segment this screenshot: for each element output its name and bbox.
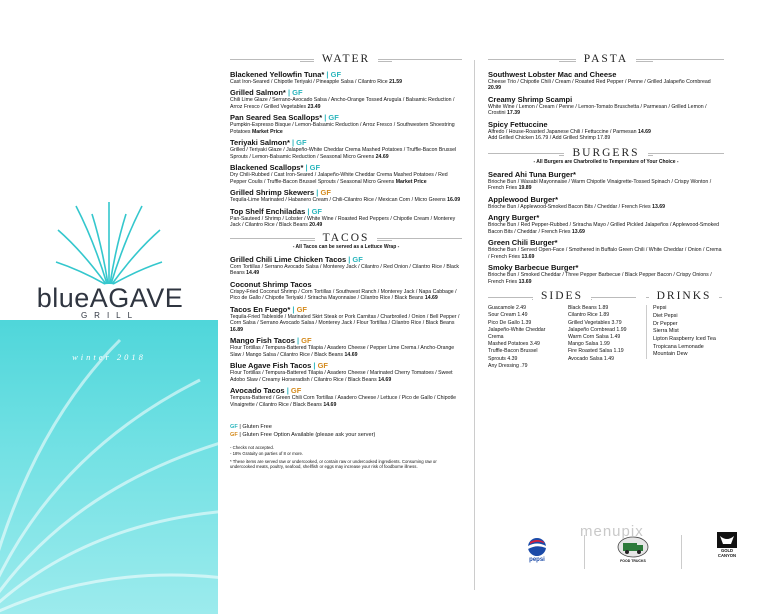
water-item-desc-text: Grilled / Teriyaki Glaze / Jalapeño-White Cheddar Crema Mashed Potatoes / Truffle-Bacon Brussel Sprouts / Lemon-Balsamic Reduction / Seasonal Micro Greens — [230, 147, 457, 160]
pasta-item-name — [488, 95, 724, 104]
pepsi-globe-icon — [527, 537, 547, 557]
drink-item: Tropicana Lemonade — [653, 343, 704, 350]
side-item: Avocado Salsa 1.49 — [567, 355, 614, 362]
burgers-item-price: 19.89 — [518, 185, 532, 192]
tacos-item-price: 14.69 — [344, 351, 358, 358]
pasta-item-price: 14.69 — [637, 128, 651, 135]
water-item-desc — [230, 79, 462, 86]
burgers-item-title: Green Chili Burger* — [488, 238, 558, 248]
tacos-item-tag: GF — [290, 386, 302, 396]
logo-divider-2 — [681, 535, 682, 569]
food-truck-logo — [615, 535, 651, 569]
drinks-section — [646, 290, 722, 370]
pasta-item-desc — [488, 79, 724, 92]
water-item — [230, 113, 462, 135]
water-item-tag: GF — [292, 88, 303, 98]
burgers-item-desc — [488, 179, 724, 192]
water-item-name — [230, 70, 462, 79]
tag-separator: | — [346, 254, 353, 264]
water-item-price: 23.49 — [307, 103, 321, 110]
tacos-item-desc-text: Flour Tortillas / Tempura-Battered Tilapia / Asadero Cheese / Pepper Lime Crema / Ancho-Orange Slaw / Mango Salsa / Cilantro Rice / Black Beans — [230, 345, 455, 358]
water-item-title: Blackened Scallops* — [230, 163, 304, 173]
burgers-note: - All Burgers are Charbroiled to Temperature of Your Choice - — [533, 158, 679, 165]
pasta-heading: PASTA — [488, 56, 724, 63]
fine-print-gratuity: - 18% Gratuity on parties of 8 or more. — [230, 450, 304, 456]
tacos-list — [230, 255, 462, 409]
pasta-item — [488, 95, 724, 117]
water-item-tag: GF — [309, 163, 321, 173]
burgers-item-name — [488, 195, 724, 204]
tacos-item-name — [230, 305, 462, 314]
tacos-item-desc-text: Crispy-Fried Coconut Shrimp / Corn Tortillas / Southwest Ranch / Monterey Jack / Napa Cabbage / Pico de Gallo / Chipotle Teriyaki / Sriracha Mayonnaise / Cilantro Rice / Black Beans — [230, 288, 457, 302]
water-item-desc — [230, 197, 462, 204]
water-item-title: Grilled Shrimp Skewers — [230, 188, 315, 198]
tacos-item-price: 14.69 — [323, 401, 337, 408]
water-item-desc-text: Dry Chili-Rubbed / Cast Iron-Seared / Jalapeño-White Cheddar Crema Mashed Potatoes / Red Pepper Coulis / Truffle-Bacon Brussel Sprouts / Seasonal Micro Greens — [230, 172, 448, 185]
sides-grid — [488, 305, 636, 370]
water-item-tag: GF — [311, 206, 322, 216]
water-item-price: 24.69 — [375, 153, 389, 160]
burgers-item-price: 13.69 — [518, 278, 532, 285]
sides-drinks — [488, 290, 724, 370]
burgers-item — [488, 213, 724, 235]
burgers-item-desc-text: Brioche Bun / Smoked Cheddar / Three Pepper Barbecue / Black Pepper Bacon / Crispy Onions / French Fries — [488, 272, 712, 285]
tacos-item-desc-text: Corn Tortillas / Serrano Avocado Salsa / Monterey Jack / Cilantro / Red Onion / Cilantro Rice / Black Beans — [230, 263, 460, 277]
tacos-item-title: Tacos En Fuego* — [230, 304, 291, 314]
side-item: Pico De Gallo 1.39 — [488, 319, 532, 326]
pasta-item-title: Creamy Shrimp Scampi — [488, 94, 573, 104]
season-label: winter 2018 — [72, 352, 146, 362]
water-item — [230, 188, 462, 204]
water-item-title: Pan Seared Sea Scallops* — [230, 113, 323, 123]
tag-separator: | — [314, 188, 321, 198]
tacos-item-desc — [230, 345, 462, 358]
pasta-list — [488, 70, 724, 142]
pasta-item-name — [488, 70, 724, 79]
tacos-item-name — [230, 386, 462, 395]
tacos-item-title: Coconut Shrimp Tacos — [230, 279, 312, 289]
teal-band — [0, 320, 218, 614]
water-list — [230, 70, 462, 229]
side-item: Jalapeño-White Cheddar Crema — [488, 326, 546, 340]
brand-sub: GRILL — [80, 311, 140, 320]
water-item-desc-text: Chili Lime Glaze / Serrano-Avocado Salsa / Ancho-Orange Tossed Arugula / Balsamic Reduction / Arroz Fresco / Grilled Vegetables — [230, 97, 455, 110]
burgers-list — [488, 170, 724, 286]
water-item-tag: GF — [328, 113, 339, 123]
menu-column-right — [488, 53, 724, 370]
drink-item: Lipton Raspberry Iced Tea — [653, 335, 716, 342]
burgers-item-name — [488, 213, 724, 222]
water-item-price: Market Price — [251, 128, 283, 135]
water-item-price: Market Price — [395, 178, 427, 185]
side-item: Mashed Potatoes 3.49 — [488, 341, 540, 348]
drinks-list — [646, 305, 722, 359]
side-item: Truffle-Bacon Brussel — [488, 348, 538, 355]
drinks-heading: DRINKS — [646, 293, 722, 300]
water-item-price: 20.49 — [309, 222, 323, 229]
tacos-note: - All Tacos can be served as a Lettuce Wrap - — [292, 243, 400, 250]
water-item-desc-text: Pan-Sauteed / Shrimp / Lobster / White Wine / Roasted Red Peppers / Chipotle Cream / Monterey Jack / Cilantro Rice / Black Beans — [230, 215, 456, 229]
water-item-price: 16.09 — [447, 197, 461, 204]
tacos-item-name — [230, 280, 462, 289]
column-divider — [474, 60, 475, 590]
pepsi-logo-text: pepsi — [529, 557, 545, 563]
tacos-item-name — [230, 255, 462, 264]
side-item: Jalapeño Cornbread 1.99 — [567, 326, 627, 333]
tacos-item-tag: GF — [317, 361, 328, 371]
tacos-item-title: Mango Fish Tacos — [230, 336, 295, 346]
tacos-item-price: 14.69 — [424, 295, 438, 302]
pasta-item — [488, 70, 724, 92]
tacos-item-desc — [230, 370, 462, 383]
water-item-name — [230, 88, 462, 97]
tacos-heading: TACOS — [230, 235, 462, 242]
water-item-desc — [230, 147, 462, 160]
tacos-item-desc — [230, 314, 462, 334]
tag-separator: | — [311, 361, 318, 371]
water-item-title: Grilled Salmon* — [230, 88, 286, 98]
drink-item: Dr Pepper — [653, 320, 678, 327]
agave-leaf-pattern — [0, 320, 218, 614]
water-item-name — [230, 207, 462, 216]
tacos-item-name — [230, 336, 462, 345]
pasta-item-title: Southwest Lobster Mac and Cheese — [488, 69, 617, 79]
burgers-item-title: Applewood Burger* — [488, 194, 559, 204]
water-item-desc-text: Cast Iron-Seared / Chipotle Teriyaki / Pineapple Salsa / Cilantro Rice — [230, 78, 388, 85]
sides-col-2 — [568, 305, 636, 370]
water-item-name — [230, 138, 462, 147]
water-item-desc — [230, 122, 462, 135]
brand-name: blueAGAVE — [36, 283, 184, 313]
burgers-item-name — [488, 238, 724, 247]
tacos-item-title: Avocado Tacos — [230, 386, 285, 396]
pasta-item-extra: Add Grilled Chicken 16.79 / Add Grilled Shrimp 17.89 — [488, 135, 611, 142]
fine-print-checks: - Checks not accepted. — [230, 445, 274, 451]
burgers-item — [488, 195, 724, 211]
fine-print-raw-warning: * These items are served raw or undercooked, or contain raw or undercooked ingredients. Consuming raw or undercooked meats, poultry, seafood, shellfish or eggs may increase your risk of foodborne illness. — [230, 458, 437, 470]
side-item: Any Dressing .79 — [488, 362, 528, 369]
water-item-tag: GF — [320, 188, 331, 198]
tacos-item-price: 14.69 — [378, 376, 392, 383]
tacos-item-desc — [230, 264, 462, 277]
burgers-item-title: Seared Ahi Tuna Burger* — [488, 169, 576, 179]
tacos-item — [230, 336, 462, 358]
water-item-desc — [230, 216, 462, 229]
water-item-title: Teriyaki Salmon* — [230, 138, 290, 148]
pasta-item-desc-text: Alfredo / House-Roasted Japanese Chili / Fettuccine / Parmesan — [488, 128, 637, 135]
tag-separator: | — [289, 138, 297, 148]
burgers-item-desc — [488, 272, 724, 285]
burgers-item — [488, 263, 724, 285]
pasta-item — [488, 120, 724, 142]
tag-separator: | — [285, 88, 293, 98]
side-item: Fire Roasted Salsa 1.19 — [567, 348, 624, 355]
burgers-item-desc-text: Brioche Bun / Red Pepper-Rubbed / Sriracha Mayo / Grilled Pickled Jalapeños / Applewood-Smoked Bacon Bits / Cheddar / French Fries — [488, 222, 719, 235]
pasta-item-name — [488, 120, 724, 129]
side-item: Black Beans 1.89 — [567, 305, 609, 312]
tag-separator: | — [284, 386, 291, 396]
burgers-item — [488, 238, 724, 260]
water-item — [230, 207, 462, 229]
drink-item: Mountain Dew — [653, 351, 688, 358]
burgers-item-price: 13.69 — [521, 253, 535, 260]
water-item — [230, 70, 462, 86]
burgers-item-title: Angry Burger* — [488, 213, 540, 223]
pasta-item-desc-text: White Wine / Lemon / Cream / Penne / Lemon-Tomato Bruschetta / Parmesan / Grilled Lemon / Crostini — [488, 103, 707, 117]
gold-canyon-logo-text: GOLD CANYON — [717, 548, 737, 558]
tacos-item-tag: GF — [296, 304, 307, 314]
legend-ogf: GF | Gluten Free Option Available (please ask your server) — [230, 431, 376, 438]
tacos-item — [230, 280, 462, 302]
burgers-item-desc — [488, 247, 724, 260]
tacos-item-desc-text: Flour Tortillas / Tempura-Battered Tilapia / Asadero Cheese / Marinated Cherry Tomatoes / Sweet Adobo Slaw / Creamy Horseradish / Cilantro Rice / Black Beans — [230, 370, 453, 383]
water-item — [230, 88, 462, 110]
tacos-item-desc — [230, 289, 462, 302]
tacos-item-tag: GF — [352, 254, 363, 264]
sides-col-1 — [488, 305, 560, 370]
fine-print — [230, 445, 462, 469]
water-item — [230, 138, 462, 160]
burgers-item-desc-text: Brioche Bun / Applewood-Smoked Bacon Bits / Cheddar / French Fries — [488, 203, 651, 210]
pasta-item-desc — [488, 104, 724, 117]
burgers-heading: BURGERS — [488, 150, 724, 157]
tacos-item-name — [230, 361, 462, 370]
water-item-name — [230, 163, 462, 172]
water-item-price: 21.59 — [389, 78, 403, 85]
sides-heading: SIDES — [488, 293, 636, 300]
burgers-item — [488, 170, 724, 192]
pasta-item-title: Spicy Fettuccine — [488, 119, 548, 129]
tag-separator: | — [290, 304, 297, 314]
sides-section — [488, 290, 636, 370]
side-item: Sour Cream 1.49 — [488, 312, 528, 319]
side-item: Sprouts 4.39 — [488, 355, 518, 362]
side-item: Guacamole 2.49 — [488, 305, 527, 312]
drink-item: Diet Pepsi — [653, 312, 678, 319]
water-item-desc-text: Tequila-Lime Marinated / Habanero Cream / Chili-Cilantro Rice / Mexican Corn / Micro Greens — [230, 197, 446, 204]
food-truck-logo-text: FOOD TRUCKS — [620, 559, 646, 563]
tacos-item-desc — [230, 395, 462, 408]
tag-separator: | — [294, 336, 302, 346]
pasta-item-desc-text: Cheese Trio / Chipotle Chili / Cream / Roasted Red Pepper / Penne / Grilled Jalapeño Cornbread — [488, 78, 711, 85]
tag-separator: | — [305, 206, 312, 216]
menu-column-left — [230, 53, 462, 470]
tag-separator: | — [322, 113, 329, 123]
watermark: menupix — [580, 523, 644, 540]
burgers-item-desc-text: Brioche Bun / Wasabi Mayonnaise / Warm Chipotle Vinaigrette-Tossed Spinach / Crispy Wonton / French Fries — [488, 178, 712, 192]
pepsi-logo — [520, 537, 554, 567]
water-heading: WATER — [230, 56, 462, 63]
tacos-item — [230, 361, 462, 383]
side-item: Warm Corn Salsa 1.49 — [567, 333, 621, 340]
burgers-item-desc-text: Brioche Bun / Served Open-Face / Smothered in Buffalo Green Chili / White Cheddar / Onion / Crema / French Fries — [488, 247, 722, 260]
logo-divider — [584, 535, 585, 569]
gold-canyon-logo — [712, 532, 742, 572]
side-item: Mango Salsa 1.99 — [567, 341, 610, 348]
burgers-item-desc — [488, 222, 724, 235]
water-item-title: Blackened Yellowfin Tuna* — [230, 69, 325, 79]
legend-gf: GF | Gluten Free — [230, 424, 272, 431]
tacos-item — [230, 386, 462, 408]
tacos-item — [230, 255, 462, 277]
burgers-item-desc — [488, 204, 724, 211]
water-item-name — [230, 188, 462, 197]
water-item-title: Top Shelf Enchiladas — [230, 206, 306, 216]
tacos-item-desc-text: Tequila-Fried Tableside / Marinated Skirt Steak or Pork Carnitas / Charbroiled / Onion / Bell Pepper / Corn Salsa / Serrano Avocado Salsa / Monterey Jack / Flour Tortillas / Cilantro Rice / Black Beans — [230, 313, 460, 327]
brand-panel — [0, 0, 218, 614]
pasta-item-price: 17.39 — [507, 110, 521, 117]
side-item: Cilantro Rice 1.89 — [567, 312, 610, 319]
tag-separator: | — [324, 69, 331, 79]
side-item: Grilled Vegetables 3.79 — [567, 319, 622, 326]
tacos-item-desc-text: Tempura-Battered / Green Chili Corn Tortillas / Asadero Cheese / Lettuce / Pico de Gallo / Chipotle Vinaigrette / Cilantro Rice / Black Beans — [230, 395, 456, 408]
water-item-name — [230, 113, 462, 122]
burgers-item-price: 13.69 — [652, 203, 666, 210]
tacos-item-tag: GF — [301, 336, 312, 346]
tacos-item-title: Grilled Chili Lime Chicken Tacos — [230, 254, 347, 264]
burgers-item-name — [488, 170, 724, 179]
tacos-item — [230, 305, 462, 334]
water-item-desc — [230, 97, 462, 110]
tag-separator: | — [303, 163, 310, 173]
burgers-item-title: Smoky Barbecue Burger* — [488, 263, 579, 273]
legend — [230, 424, 462, 439]
agave-plant-logo — [54, 196, 164, 286]
water-item-tag: GF — [296, 138, 307, 148]
pasta-item-price: 20.99 — [488, 85, 501, 92]
steer-icon — [717, 532, 737, 548]
drink-item: Sierra Mist — [653, 328, 679, 335]
burgers-item-price: 13.69 — [571, 228, 585, 235]
tacos-item-price: 16.89 — [230, 326, 243, 333]
water-item — [230, 163, 462, 185]
drink-item: Pepsi — [653, 305, 667, 312]
water-item-desc — [230, 172, 462, 185]
tacos-item-title: Blue Agave Fish Tacos — [230, 361, 312, 371]
water-item-tag: GF — [330, 69, 342, 79]
tacos-item-price: 14.49 — [246, 270, 260, 277]
water-item-desc-text: Pumpkin-Espresso Bisque / Lemon-Balsamic Reduction / Arroz Fresco / Southwestern Shoestring Potatoes — [230, 122, 455, 135]
burgers-item-name — [488, 263, 724, 272]
